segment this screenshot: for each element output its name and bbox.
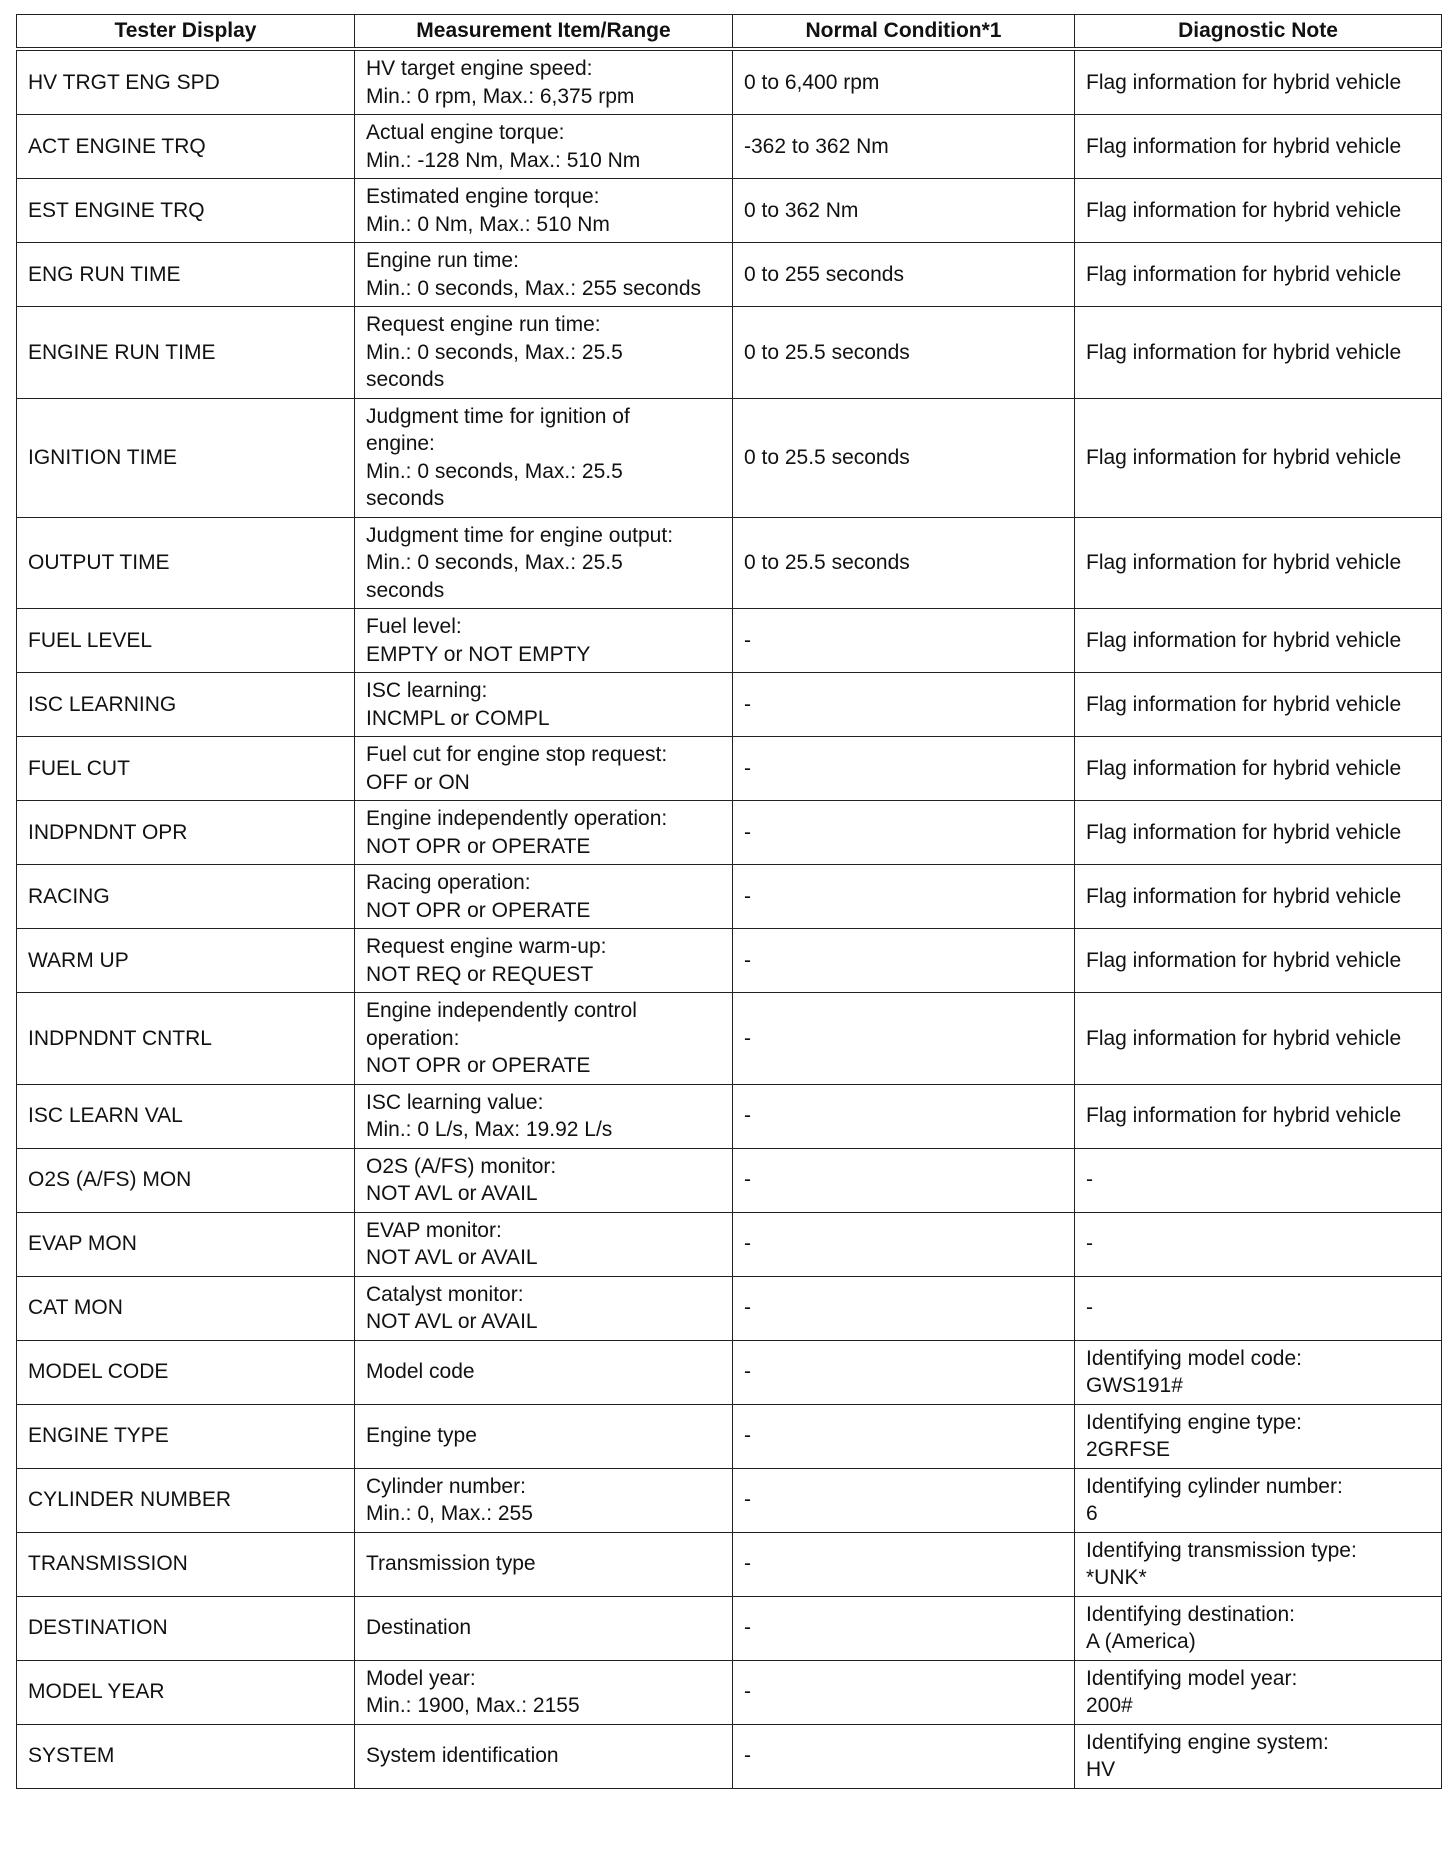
cell-normal-condition: 0 to 6,400 rpm [733,49,1075,115]
cell-tester-display: EVAP MON [17,1212,355,1276]
cell-measurement-range [355,737,733,801]
note-line: Identifying destination: [1086,1602,1295,1626]
range-line: Engine type [366,1424,477,1448]
cell-tester-display: INDPNDNT OPR [17,801,355,865]
table-row [17,929,1442,993]
cell-diagnostic-note [1075,609,1442,673]
table-row [17,1404,1442,1468]
range-line: Transmission type [366,1552,536,1576]
header-normal-condition: Normal Condition*1 [733,15,1075,50]
table-row [17,1660,1442,1724]
note-line: - [1086,1232,1093,1256]
note-line: A (America) [1086,1630,1196,1653]
note-line: Flag information for hybrid vehicle [1086,884,1402,908]
note-line: *UNK* [1086,1566,1147,1589]
cell-tester-display: ISC LEARNING [17,673,355,737]
range-line: Actual engine torque: [366,121,565,144]
table-row [17,517,1442,609]
cell-tester-display: ENG RUN TIME [17,243,355,307]
range-line: NOT OPR or OPERATE [366,898,591,922]
note-line: Flag information for hybrid vehicle [1086,262,1402,286]
data-list-table [16,14,1442,1789]
table-row [17,1084,1442,1148]
range-line: Estimated engine torque: [366,185,600,208]
range-line: ISC learning: [366,679,488,702]
note-line: Flag information for hybrid vehicle [1086,70,1402,94]
table-row [17,865,1442,929]
note-line: Flag information for hybrid vehicle [1086,1026,1402,1050]
cell-tester-display: RACING [17,865,355,929]
cell-normal-condition: 0 to 362 Nm [733,179,1075,243]
cell-diagnostic-note [1075,517,1442,609]
cell-measurement-range [355,993,733,1085]
table-row [17,179,1442,243]
cell-tester-display: WARM UP [17,929,355,993]
cell-normal-condition: 0 to 25.5 seconds [733,517,1075,609]
note-line: Flag information for hybrid vehicle [1086,551,1402,574]
cell-diagnostic-note [1075,307,1442,399]
range-line: ISC learning value: [366,1090,544,1114]
cell-diagnostic-note [1075,865,1442,929]
note-line: Identifying transmission type: [1086,1538,1357,1562]
table-row [17,1148,1442,1212]
cell-normal-condition: - [733,1084,1075,1148]
range-line: Catalyst monitor: [366,1282,524,1306]
cell-diagnostic-note [1075,737,1442,801]
note-line: 2GRFSE [1086,1438,1171,1461]
cell-normal-condition: - [733,801,1075,865]
cell-normal-condition: - [733,1212,1075,1276]
note-line: Flag information for hybrid vehicle [1086,756,1402,780]
note-line: Identifying engine system: [1086,1730,1329,1754]
cell-measurement-range [355,1468,733,1532]
table-row [17,398,1442,517]
table-row [17,243,1442,307]
cell-tester-display: MODEL YEAR [17,1660,355,1724]
cell-measurement-range [355,1340,733,1404]
note-line: Flag information for hybrid vehicle [1086,692,1402,716]
cell-tester-display: TRANSMISSION [17,1532,355,1596]
cell-measurement-range [355,1276,733,1340]
cell-tester-display: SYSTEM [17,1724,355,1788]
header-row [17,15,1442,50]
table-row [17,1212,1442,1276]
cell-diagnostic-note [1075,1596,1442,1660]
note-line: HV [1086,1758,1116,1781]
range-line: Destination [366,1616,472,1640]
table-row [17,1596,1442,1660]
cell-tester-display: HV TRGT ENG SPD [17,49,355,115]
cell-diagnostic-note [1075,1724,1442,1788]
note-line: Flag information for hybrid vehicle [1086,340,1402,364]
cell-measurement-range [355,1084,733,1148]
note-line: - [1086,1168,1093,1192]
cell-diagnostic-note [1075,1212,1442,1276]
table-row [17,1468,1442,1532]
cell-normal-condition: 0 to 25.5 seconds [733,307,1075,399]
cell-measurement-range [355,1212,733,1276]
cell-normal-condition: - [733,1660,1075,1724]
note-line: Flag information for hybrid vehicle [1086,134,1402,158]
table-row [17,673,1442,737]
cell-diagnostic-note [1075,1276,1442,1340]
cell-tester-display: DESTINATION [17,1596,355,1660]
range-line: Min.: 1900, Max.: 2155 [366,1694,580,1717]
range-line: engine: [366,432,435,455]
cell-normal-condition: - [733,1148,1075,1212]
header-diagnostic-note: Diagnostic Note [1075,15,1442,50]
cell-normal-condition: - [733,1724,1075,1788]
cell-measurement-range [355,673,733,737]
table-row [17,737,1442,801]
range-line: Engine independently control [366,999,637,1022]
cell-normal-condition: - [733,993,1075,1085]
range-line: NOT AVL or AVAIL [366,1310,538,1333]
table-row [17,307,1442,399]
range-line: NOT OPR or OPERATE [366,1054,591,1077]
note-line: Flag information for hybrid vehicle [1086,198,1402,222]
range-line: NOT AVL or AVAIL [366,1182,538,1205]
cell-measurement-range [355,179,733,243]
cell-normal-condition: - [733,865,1075,929]
note-line: 6 [1086,1502,1098,1525]
range-line: INCMPL or COMPL [366,706,550,730]
note-line: Identifying model year: [1086,1666,1298,1690]
cell-tester-display: O2S (A/FS) MON [17,1148,355,1212]
range-line: Judgment time for ignition of [366,404,630,428]
table-row [17,115,1442,179]
cell-diagnostic-note [1075,179,1442,243]
range-line: NOT REQ or REQUEST [366,962,594,986]
range-line: OFF or ON [366,770,470,794]
cell-normal-condition: - [733,1404,1075,1468]
cell-normal-condition: 0 to 255 seconds [733,243,1075,307]
range-line: Min.: -128 Nm, Max.: 510 Nm [366,148,641,172]
cell-diagnostic-note [1075,398,1442,517]
range-line: Fuel level: [366,615,462,638]
cell-tester-display: FUEL LEVEL [17,609,355,673]
cell-normal-condition: -362 to 362 Nm [733,115,1075,179]
range-line: Min.: 0 L/s, Max: 19.92 L/s [366,1118,613,1141]
cell-measurement-range [355,307,733,399]
cell-measurement-range [355,1596,733,1660]
cell-tester-display: ENGINE RUN TIME [17,307,355,399]
range-line: Engine run time: [366,249,519,272]
range-line: operation: [366,1026,460,1050]
cell-tester-display: FUEL CUT [17,737,355,801]
cell-tester-display: ACT ENGINE TRQ [17,115,355,179]
cell-tester-display: EST ENGINE TRQ [17,179,355,243]
cell-tester-display: CYLINDER NUMBER [17,1468,355,1532]
note-line: - [1086,1296,1093,1320]
cell-normal-condition: 0 to 25.5 seconds [733,398,1075,517]
note-line: Flag information for hybrid vehicle [1086,948,1402,972]
cell-tester-display: OUTPUT TIME [17,517,355,609]
cell-measurement-range [355,1532,733,1596]
cell-diagnostic-note [1075,49,1442,115]
cell-measurement-range [355,865,733,929]
cell-tester-display: INDPNDNT CNTRL [17,993,355,1085]
cell-diagnostic-note [1075,929,1442,993]
range-line: Judgment time for engine output: [366,523,674,547]
table-body [17,49,1442,1788]
cell-normal-condition: - [733,1596,1075,1660]
range-line: seconds [366,368,445,391]
range-line: Model code [366,1360,475,1384]
cell-measurement-range [355,1148,733,1212]
note-line: Identifying engine type: [1086,1410,1302,1434]
range-line: Racing operation: [366,871,531,894]
range-line: Fuel cut for engine stop request: [366,743,668,766]
cell-measurement-range [355,609,733,673]
range-line: EVAP monitor: [366,1218,502,1242]
range-line: Min.: 0 rpm, Max.: 6,375 rpm [366,84,635,108]
cell-measurement-range [355,1660,733,1724]
cell-normal-condition: - [733,737,1075,801]
header-tester-display: Tester Display [17,15,355,50]
cell-measurement-range [355,929,733,993]
cell-measurement-range [355,398,733,517]
range-line: Min.: 0, Max.: 255 [366,1502,533,1525]
cell-diagnostic-note [1075,1148,1442,1212]
note-line: Flag information for hybrid vehicle [1086,445,1402,469]
cell-normal-condition: - [733,1340,1075,1404]
cell-diagnostic-note [1075,1404,1442,1468]
cell-diagnostic-note [1075,993,1442,1085]
note-line: Flag information for hybrid vehicle [1086,628,1402,652]
cell-tester-display: ENGINE TYPE [17,1404,355,1468]
cell-diagnostic-note [1075,673,1442,737]
cell-measurement-range [355,115,733,179]
cell-measurement-range [355,243,733,307]
cell-normal-condition: - [733,929,1075,993]
cell-measurement-range [355,1724,733,1788]
cell-tester-display: MODEL CODE [17,1340,355,1404]
cell-diagnostic-note [1075,115,1442,179]
range-line: Request engine run time: [366,313,601,336]
cell-normal-condition: - [733,673,1075,737]
range-line: Model year: [366,1666,476,1690]
range-line: Engine independently operation: [366,807,668,830]
cell-tester-display: CAT MON [17,1276,355,1340]
table-row [17,993,1442,1085]
note-line: Identifying model code: [1086,1346,1302,1370]
range-line: Min.: 0 seconds, Max.: 25.5 [366,551,623,574]
range-line: Min.: 0 seconds, Max.: 25.5 [366,459,623,483]
table-row [17,1276,1442,1340]
cell-measurement-range [355,49,733,115]
cell-diagnostic-note [1075,1084,1442,1148]
cell-tester-display: IGNITION TIME [17,398,355,517]
range-line: HV target engine speed: [366,57,593,80]
data-list-sheet [16,14,1441,1789]
header-measurement-item: Measurement Item/Range [355,15,733,50]
note-line: Identifying cylinder number: [1086,1474,1343,1498]
range-line: Cylinder number: [366,1474,526,1498]
range-line: NOT OPR or OPERATE [366,834,591,858]
note-line: Flag information for hybrid vehicle [1086,820,1402,844]
cell-diagnostic-note [1075,801,1442,865]
cell-measurement-range [355,517,733,609]
cell-normal-condition: - [733,1468,1075,1532]
table-row [17,1532,1442,1596]
cell-diagnostic-note [1075,1468,1442,1532]
note-line: Flag information for hybrid vehicle [1086,1104,1402,1128]
cell-measurement-range [355,801,733,865]
cell-normal-condition: - [733,1276,1075,1340]
range-line: NOT AVL or AVAIL [366,1246,538,1269]
cell-diagnostic-note [1075,1660,1442,1724]
cell-measurement-range [355,1404,733,1468]
table-row [17,1340,1442,1404]
cell-diagnostic-note [1075,1532,1442,1596]
note-line: GWS191# [1086,1374,1183,1397]
range-line: Min.: 0 seconds, Max.: 25.5 [366,340,623,364]
table-row [17,801,1442,865]
cell-tester-display: ISC LEARN VAL [17,1084,355,1148]
cell-diagnostic-note [1075,1340,1442,1404]
range-line: Request engine warm-up: [366,935,607,958]
cell-normal-condition: - [733,1532,1075,1596]
table-row [17,49,1442,115]
table-row [17,1724,1442,1788]
table-row [17,609,1442,673]
range-line: System identification [366,1744,559,1768]
range-line: O2S (A/FS) monitor: [366,1154,557,1178]
range-line: seconds [366,487,445,510]
note-line: 200# [1086,1694,1133,1717]
cell-normal-condition: - [733,609,1075,673]
range-line: Min.: 0 seconds, Max.: 255 seconds [366,276,702,300]
range-line: seconds [366,578,445,602]
range-line: Min.: 0 Nm, Max.: 510 Nm [366,212,610,236]
cell-diagnostic-note [1075,243,1442,307]
range-line: EMPTY or NOT EMPTY [366,642,591,666]
